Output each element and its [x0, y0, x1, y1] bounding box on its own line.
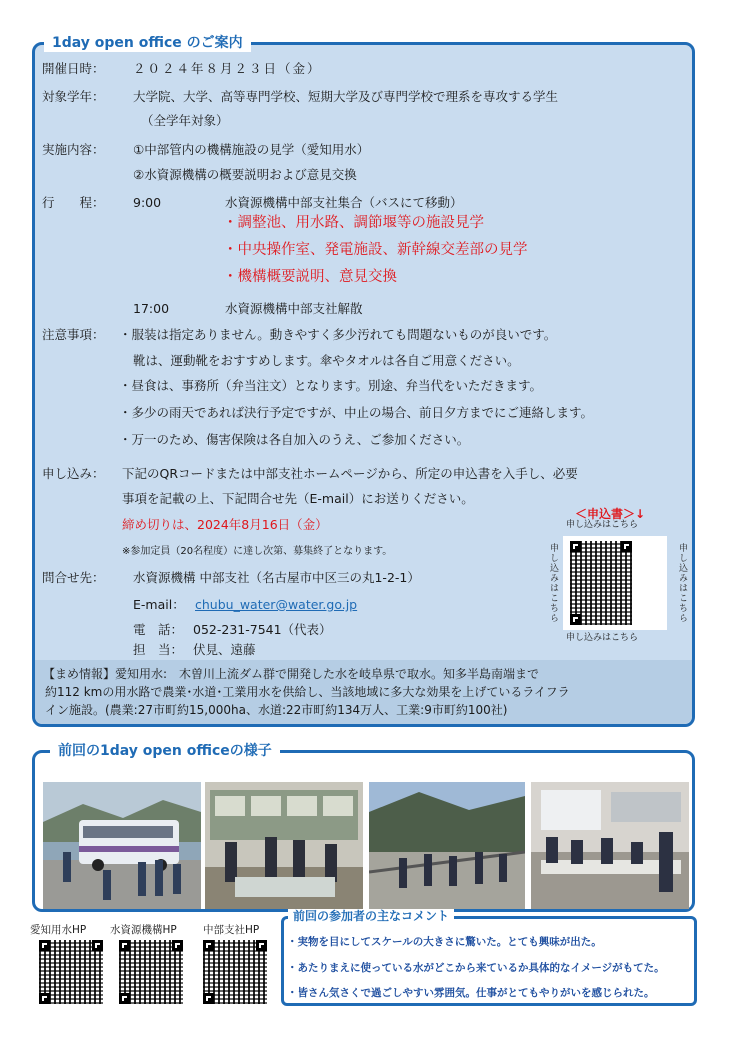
past-event-title: 前回の1day open officeの様子: [50, 742, 280, 760]
date-label: 開催日時：: [42, 61, 105, 76]
qr-caption-right: 申し込みはこちら: [677, 543, 687, 623]
date-value: ２０２４年８月２３日（金）: [133, 61, 322, 76]
trivia-line2: 約112 kmの用水路で農業･水道･工業用水を供給し、当該地域に多大な効果を上げているライフラ: [45, 685, 570, 699]
qr-caption-top: 申し込みはこちら: [566, 520, 639, 530]
person-value: 伏見、遠藤: [193, 642, 256, 657]
comment-item: ・あたりまえに使っている水がどこから来ているか具体的なイメージがもてた。: [287, 962, 665, 974]
content-label: 実施内容：: [42, 142, 105, 157]
schedule-label: 行 程：: [42, 195, 105, 210]
photo-bus-group: [43, 782, 201, 909]
comments-title: 前回の参加者の主なコメント: [288, 909, 454, 924]
note-clothing: ・服装は指定ありません。動きやすく多少汚れても問題ないものが良いです。: [119, 327, 557, 342]
note-insurance: ・万一のため、傷害保険は各自加入のうえ、ご参加ください。: [119, 432, 470, 447]
qr-caption-bottom: 申し込みはこちら: [566, 633, 639, 643]
schedule-item-briefing: ・機構概要説明、意見交換: [223, 269, 397, 285]
target-line1: 大学院、大学、高等専門学校、短期大学及び専門学校で理系を専攻する学生: [133, 89, 559, 104]
content-line2: ②水資源機構の概要説明および意見交換: [133, 167, 357, 182]
apply-label: 申し込み：: [42, 466, 105, 481]
schedule-item-control-room: ・中央操作室、発電施設、新幹線交差部の見学: [223, 242, 528, 258]
deadline-text: 締め切りは、2024年8月16日（金）: [122, 517, 328, 532]
schedule-start-text: 水資源機構中部支社集合（バスにて移動）: [225, 195, 463, 210]
qr-heading: ＜申込書＞↓: [575, 507, 646, 521]
past-event-panel: [32, 750, 695, 912]
tel-value: 052-231-7541（代表）: [193, 622, 332, 637]
note-shoes: 靴は、運動靴をおすすめします。傘やタオルは各自ご用意ください。: [133, 353, 520, 368]
photo-meeting-room: [531, 782, 689, 909]
aichi-hp-qr-code[interactable]: [39, 940, 103, 1004]
schedule-end-text: 水資源機構中部支社解散: [225, 301, 363, 316]
contact-org: 水資源機構 中部支社（名古屋市中区三の丸1-2-1）: [133, 570, 420, 585]
hp-label-aichi: 愛知用水HP: [30, 924, 87, 936]
comment-item: ・実物を目にしてスケールの大きさに驚いた。とても興味が出た。: [287, 936, 602, 948]
trivia-line1: 【まめ情報】愛知用水: 木曽川上流ダム群で開発した水を岐阜県で取水。知多半島南端まで: [43, 667, 540, 681]
target-line2: （全学年対象）: [141, 113, 229, 128]
trivia-box: [35, 660, 692, 724]
notes-label: 注意事項：: [42, 327, 105, 342]
qr-caption-left: 申し込みはこちら: [548, 543, 558, 623]
comment-item: ・皆さん気さくで過ごしやすい雰囲気。仕事がとてもやりがいを感じられた。: [287, 987, 655, 999]
apply-line1: 下記のQRコードまたは中部支社ホームページから、所定の申込書を入手し、必要: [122, 466, 578, 481]
email-label: E-mail：: [133, 597, 185, 612]
schedule-item-facility-tour: ・調整池、用水路、調節堰等の施設見学: [223, 215, 484, 231]
apply-line2: 事項を記載の上、下記問合せ先（E-mail）にお送りください。: [122, 491, 474, 506]
hp-label-chubu: 中部支社HP: [203, 924, 260, 936]
chubu-hp-qr-code[interactable]: [203, 940, 267, 1004]
tel-label: 電 話：: [133, 622, 184, 637]
jwa-hp-qr-code[interactable]: [119, 940, 183, 1004]
target-label: 対象学年：: [42, 89, 105, 104]
content-line1: ①中部管内の機構施設の見学（愛知用水）: [133, 142, 370, 157]
note-lunch: ・昼食は、事務所（弁当注文）となります。別途、弁当代をいただきます。: [119, 378, 543, 393]
application-qr-code[interactable]: [563, 536, 667, 630]
photo-dam-walkway: [369, 782, 525, 909]
schedule-time-end: 17:00: [133, 301, 170, 316]
photo-control-room: [205, 782, 363, 909]
contact-label: 問合せ先：: [42, 570, 105, 585]
email-link[interactable]: chubu_water@water.go.jp: [195, 597, 358, 612]
note-rain: ・多少の雨天であれば決行予定ですが、中止の場合、前日夕方までにご連絡します。: [119, 405, 594, 420]
trivia-line3: イン施設。(農業:27市町約15,000ha、水道:22市町約134万人、工業:9市町約100社): [45, 703, 508, 717]
capacity-note: ※参加定員（20名程度）に達し次第、募集終了となります。: [122, 546, 393, 557]
person-label: 担 当：: [133, 642, 184, 657]
schedule-time-start: 9:00: [133, 195, 162, 210]
hp-label-jwa: 水資源機構HP: [110, 924, 177, 936]
info-panel-title: 1day open office のご案内: [44, 34, 251, 52]
